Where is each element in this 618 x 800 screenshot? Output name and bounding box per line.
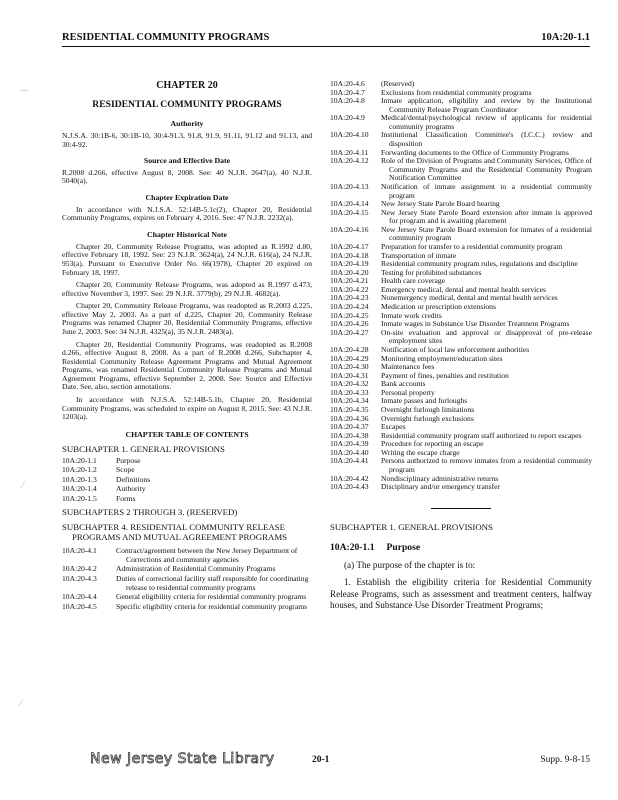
toc-entry-number: 10A:20-4.5 [62, 601, 97, 611]
history-paragraph: In accordance with N.J.S.A. 52:14B-5.1b, Chapter 20, Residential Community Programs, was scheduled to expire on August 8, 2015. See: 43 N.J.R. 1203(a). [62, 395, 312, 422]
toc-list-continued [330, 80, 592, 492]
toc-entry-number: 10A:20-4.2 [62, 564, 97, 574]
toc-entry[interactable] [330, 380, 592, 389]
toc-entry[interactable] [330, 483, 592, 492]
toc-entry-title: Administration of Residential Community Programs [116, 564, 276, 574]
subchapter-heading: SUBCHAPTER 1. GENERAL PROVISIONS [330, 521, 493, 532]
toc-entry-number: 10A:20-4.8 [330, 96, 365, 106]
toc-entry-title: Escapes [381, 422, 406, 432]
toc-entry-title: Role of the Division of Programs and Community Services, Office of Community Programs and the Residential Community Program Notification Committee [381, 156, 592, 183]
toc-entry-title: Bank accounts [381, 379, 426, 389]
toc-entry-title: Persons authorized to remove inmates from a residential community program [381, 456, 592, 475]
toc-entry[interactable] [330, 243, 592, 252]
toc-entry-number: 10A:20-4.29 [330, 353, 369, 363]
toc-entry-title: Personal property [381, 387, 435, 397]
toc-entry[interactable] [62, 495, 312, 504]
chapter-title: RESIDENTIAL COMMUNITY PROGRAMS [92, 99, 282, 111]
toc-entry-number: 10A:20-4.24 [330, 302, 369, 312]
section-divider [431, 508, 491, 509]
toc-entry-number: 10A:20-4.6 [330, 79, 365, 88]
toc-entry-number: 10A:20-4.21 [330, 276, 369, 286]
toc-entry[interactable] [330, 97, 592, 114]
supplement-date: Supp. 9-8-15 [540, 755, 590, 765]
authority-text: N.J.S.A. 30:1B-6, 30:1B-10, 30:4-91.3, 91.8, 91.9, 91.11, 91.12 and 91.13, and 30:4-92. [62, 130, 312, 149]
history-heading: Chapter Historical Note [147, 229, 227, 239]
toc-subchapter: SUBCHAPTER 4. RESIDENTIAL COMMUNITY RELEASE PROGRAMS AND MUTUAL AGREEMENT PROGRAMS [62, 522, 288, 543]
toc-subchapter: SUBCHAPTERS 2 THROUGH 3. (RESERVED) [62, 507, 238, 518]
toc-entry-number: 10A:20-4.42 [330, 473, 369, 483]
toc-entry-number: 10A:20-4.41 [330, 456, 369, 466]
toc-entry-number: 10A:20-4.14 [330, 199, 369, 209]
toc-entry-title: Purpose [116, 455, 141, 465]
toc-entry-title: Monitoring employment/education sites [381, 353, 503, 363]
toc-entry[interactable] [62, 547, 312, 564]
toc-entry-title: Procedure for reporting an escape [381, 439, 484, 449]
toc-entry-title: Health care coverage [381, 276, 446, 286]
authority-heading: Authority [170, 119, 204, 129]
toc-entry-number: 10A:20-4.23 [330, 293, 369, 303]
toc-entry[interactable] [330, 355, 592, 364]
toc-entry[interactable] [62, 457, 312, 466]
expiration-heading: Chapter Expiration Date [145, 193, 229, 203]
toc-entry-number: 10A:20-4.9 [330, 113, 365, 123]
toc-entry[interactable] [330, 440, 592, 449]
toc-entry[interactable] [330, 372, 592, 381]
toc-entry[interactable] [62, 565, 312, 574]
toc-entry-title: Inmate application, eligibility and review by the Institutional Community Release Program Coordinator [381, 96, 592, 114]
toc-entry-title: Inmate wages in Substance Use Disorder Treatment Programs [381, 319, 570, 329]
expiration-text: In accordance with N.J.S.A. 52:14B-5.1c(2), Chapter 20, Residential Community Programs, expires on February 4, 2016. See: 47 N.J.R. 2232(a). [62, 204, 312, 223]
toc-entry-number: 10A:20-4.25 [330, 310, 369, 320]
toc-entry-title: Writing the escape charge [381, 447, 460, 457]
toc-entry[interactable] [330, 157, 592, 183]
toc-entry-number: 10A:20-4.11 [330, 147, 369, 157]
toc-entry-title: Emergency medical, dental and mental health services [381, 284, 546, 294]
toc-entry-number: 10A:20-4.18 [330, 250, 369, 260]
toc-entry-title: Inmate passes and furloughs [381, 396, 468, 406]
toc-entry-number: 10A:20-4.26 [330, 319, 369, 329]
running-header [62, 30, 590, 47]
toc-entry[interactable] [62, 485, 312, 494]
toc-entry[interactable] [330, 457, 592, 474]
toc-entry-number: 10A:20-4.15 [330, 207, 369, 217]
toc-subchapter: SUBCHAPTER 1. GENERAL PROVISIONS [62, 443, 225, 454]
toc-entry-number: 10A:20-4.43 [330, 482, 369, 492]
history-paragraph: Chapter 20, Residential Community Programs, was readopted as R.2008 d.266, effective August 8, 2008. As a part of R.2008 d.266, Subchapter 4, Residential Community Release Agreement Programs and Mutual Agreement Programs, was renamed Residential Community Release Programs and Mutual Agreement Programs, effective September 2, 2008. See: Source and Effective Date. See, also, section annotations. [62, 339, 312, 392]
toc-entry-number: 10A:20-4.22 [330, 284, 369, 294]
scan-mark: ⁄ [20, 698, 22, 708]
toc-entry-number: 10A:20-4.39 [330, 439, 369, 449]
left-column [62, 80, 312, 612]
toc-entry-number: 10A:20-4.12 [330, 156, 369, 166]
toc-entry-number: 10A:20-4.35 [330, 404, 369, 414]
toc-entry-title: Nondisciplinary administrative returns [381, 473, 499, 483]
toc-entry[interactable] [62, 593, 312, 602]
toc-heading: CHAPTER TABLE OF CONTENTS [125, 429, 249, 439]
toc-entry-number: 10A:20-1.2 [62, 465, 97, 475]
toc-entry-number: 10A:20-4.30 [330, 362, 369, 372]
section-number: 10A:20-1.1 [330, 541, 375, 553]
toc-entry-title: Forwarding documents to the Office of Community Programs [381, 147, 569, 157]
toc-entry-title: Duties of correctional facility staff responsible for coordinating release to residential community programs [116, 573, 309, 592]
toc-entry[interactable] [330, 131, 592, 148]
header-section: 10A:20-1.1 [541, 32, 590, 43]
toc-entry-title: Scope [116, 465, 135, 475]
toc-entry-title: Authority [116, 484, 146, 494]
toc-entry-number: 10A:20-1.3 [62, 474, 97, 484]
toc-entry-title: Payment of fines, penalties and restitution [381, 370, 509, 380]
toc-entry[interactable] [330, 303, 592, 312]
toc-entry-title: Overnight furlough limitations [381, 404, 475, 414]
toc-entry-title: Disciplinary and/or emergency transfer [381, 482, 500, 492]
toc-entry[interactable] [330, 269, 592, 278]
toc-entry-number: 10A:20-1.1 [62, 455, 97, 465]
toc-entry-number: 10A:20-4.34 [330, 396, 369, 406]
toc-entry[interactable] [62, 466, 312, 475]
toc-entry-number: 10A:20-4.13 [330, 181, 369, 191]
toc-entry-title: Transportation of inmate [381, 250, 457, 260]
toc-entry-title: On-site evaluation and approval or disapproval of pre-release employment sites [381, 327, 592, 346]
library-watermark: New Jersey State Library [90, 751, 275, 767]
toc-entry-number: 10A:20-4.19 [330, 259, 369, 269]
toc-entry-title: Notification of inmate assignment to a residential community program [381, 181, 592, 200]
toc-entry[interactable] [62, 575, 312, 592]
toc-entry-number: 10A:20-4.4 [62, 592, 97, 602]
toc-entry-number: 10A:20-4.17 [330, 241, 369, 251]
toc-entry-title: Maintenance fees [381, 362, 435, 372]
toc-entry-title: Inmate work credits [381, 310, 442, 320]
toc-entry-title: Medication or prescription extensions [381, 302, 496, 312]
toc-list [62, 547, 312, 611]
toc-entry-number: 10A:20-4.32 [330, 379, 369, 389]
toc-entry[interactable] [330, 114, 592, 131]
toc-entry-number: 10A:20-4.38 [330, 430, 369, 440]
page-number: 20-1 [312, 755, 330, 765]
toc-entry[interactable] [330, 209, 592, 226]
toc-entry-title: Contract/agreement between the New Jersey Department of Corrections and community agencies [116, 546, 298, 564]
page-footer [62, 751, 590, 771]
toc-entry-number: 10A:20-4.16 [330, 224, 369, 234]
toc-entry[interactable] [62, 603, 312, 612]
toc-entry-title: Institutional Classification Committee's (I.C.C.) review and disposition [381, 130, 592, 149]
toc-entry-title: Preparation for transfer to a residential community program [381, 241, 563, 251]
history-paragraph: Chapter 20, Community Release Programs, was adopted as R.1997 d.473, effective November 3, 1997. See: 29 N.J.R. 3779(b), 29 N.J.R. 4682(a). [62, 280, 312, 298]
history-paragraph: Chapter 20, Community Release Programs, was readopted as R.2003 d.225, effective May 2, 2003. As a part of d.225, Chapter 20, Community Release Programs was renamed Chapter 20, Residential Community Programs, effective June 2, 2003. See: 34 N.J.R. 4325(a), 35 N.J.R. 2483(a). [62, 301, 312, 336]
toc-entry-title: Testing for prohibited substances [381, 267, 482, 277]
toc-entry[interactable] [330, 226, 592, 243]
toc-entry-number: 10A:20-4.36 [330, 413, 369, 423]
toc-entry-title: Definitions [116, 474, 151, 484]
toc-entry-title: Forms [116, 493, 136, 503]
scan-mark: ⁄ [22, 480, 24, 490]
toc-entry-title: New Jersey State Parole Board extension for inmates of a residential community program [381, 224, 592, 243]
toc-entry-title: Residential community program rules, regulations and discipline [381, 259, 578, 269]
toc-entry-number: 10A:20-4.7 [330, 87, 365, 97]
header-title: RESIDENTIAL COMMUNITY PROGRAMS [62, 32, 270, 43]
toc-entry-title: (Reserved) [381, 79, 415, 88]
toc-entry-number: 10A:20-4.37 [330, 422, 369, 432]
toc-entry-number: 10A:20-1.5 [62, 493, 97, 503]
toc-entry[interactable] [330, 329, 592, 346]
toc-entry-title: New Jersey State Parole Board hearing [381, 199, 500, 209]
toc-entry-number: 10A:20-4.20 [330, 267, 369, 277]
toc-entry-title: Nonemergency medical, dental and mental health services [381, 293, 558, 303]
toc-entry-title: General eligibility criteria for residential community programs [116, 592, 307, 602]
toc-list [62, 457, 312, 504]
toc-entry-number: 10A:20-4.27 [330, 327, 369, 337]
toc-entry-number: 10A:20-4.28 [330, 344, 369, 354]
toc-entry-title: Notification of local law enforcement authorities [381, 344, 530, 354]
section-title: Purpose [386, 541, 421, 553]
toc-entry-number: 10A:20-4.10 [330, 130, 369, 140]
toc-entry-number: 10A:20-4.1 [62, 546, 97, 556]
toc-entry-title: Overnight furlough exclusions [381, 413, 474, 423]
right-column [330, 80, 592, 618]
toc-entry-number: 10A:20-4.40 [330, 447, 369, 457]
paragraph-1: 1. Establish the eligibility criteria for Residential Community Release Programs, such as assessment and treatment centers, halfway houses, and Substance Use Disorder Treatment Programs; [330, 577, 592, 611]
section-heading [330, 543, 592, 554]
toc-entry-number: 10A:20-4.33 [330, 387, 369, 397]
toc-entry-title: Residential community program staff authorized to report escapes [381, 430, 582, 440]
toc-entry-title: New Jersey State Parole Board extension after inmate is approved for program and is awaiting placement [381, 207, 592, 226]
toc-entry-number: 10A:20-4.3 [62, 573, 97, 583]
toc-entry-number: 10A:20-1.4 [62, 484, 97, 494]
paragraph-a: (a) The purpose of the chapter is to: [344, 559, 476, 570]
history-paragraph: Chapter 20, Community Release Programs, was adopted as R.1992 d.80, effective February 18, 1992. See: 23 N.J.R. 3624(a), 24 N.J.R. 616(a), 24 N.J.R. 953(a). Pursuant to Executive Order No. 66(1978), Chapter 20 expired on February 18, 1997. [62, 241, 312, 277]
toc-entry-number: 10A:20-4.31 [330, 370, 369, 380]
toc-entry-title: Exclusions from residential community programs [381, 87, 532, 97]
toc-entry[interactable] [330, 415, 592, 424]
source-heading: Source and Effective Date [143, 156, 231, 166]
toc-entry-title: Medical/dental/psychological review of applicants for residential community programs [381, 113, 592, 131]
chapter-number: CHAPTER 20 [156, 80, 218, 91]
toc-entry[interactable] [62, 476, 312, 485]
toc-entry[interactable] [330, 183, 592, 200]
scan-mark: ⌒ [20, 90, 30, 100]
toc-entry-title: Specific eligibility criteria for residential community programs [116, 601, 308, 611]
source-text: R.2008 d.266, effective August 8, 2008. See: 40 N.J.R. 2647(a), 40 N.J.R. 5040(a). [62, 167, 312, 186]
